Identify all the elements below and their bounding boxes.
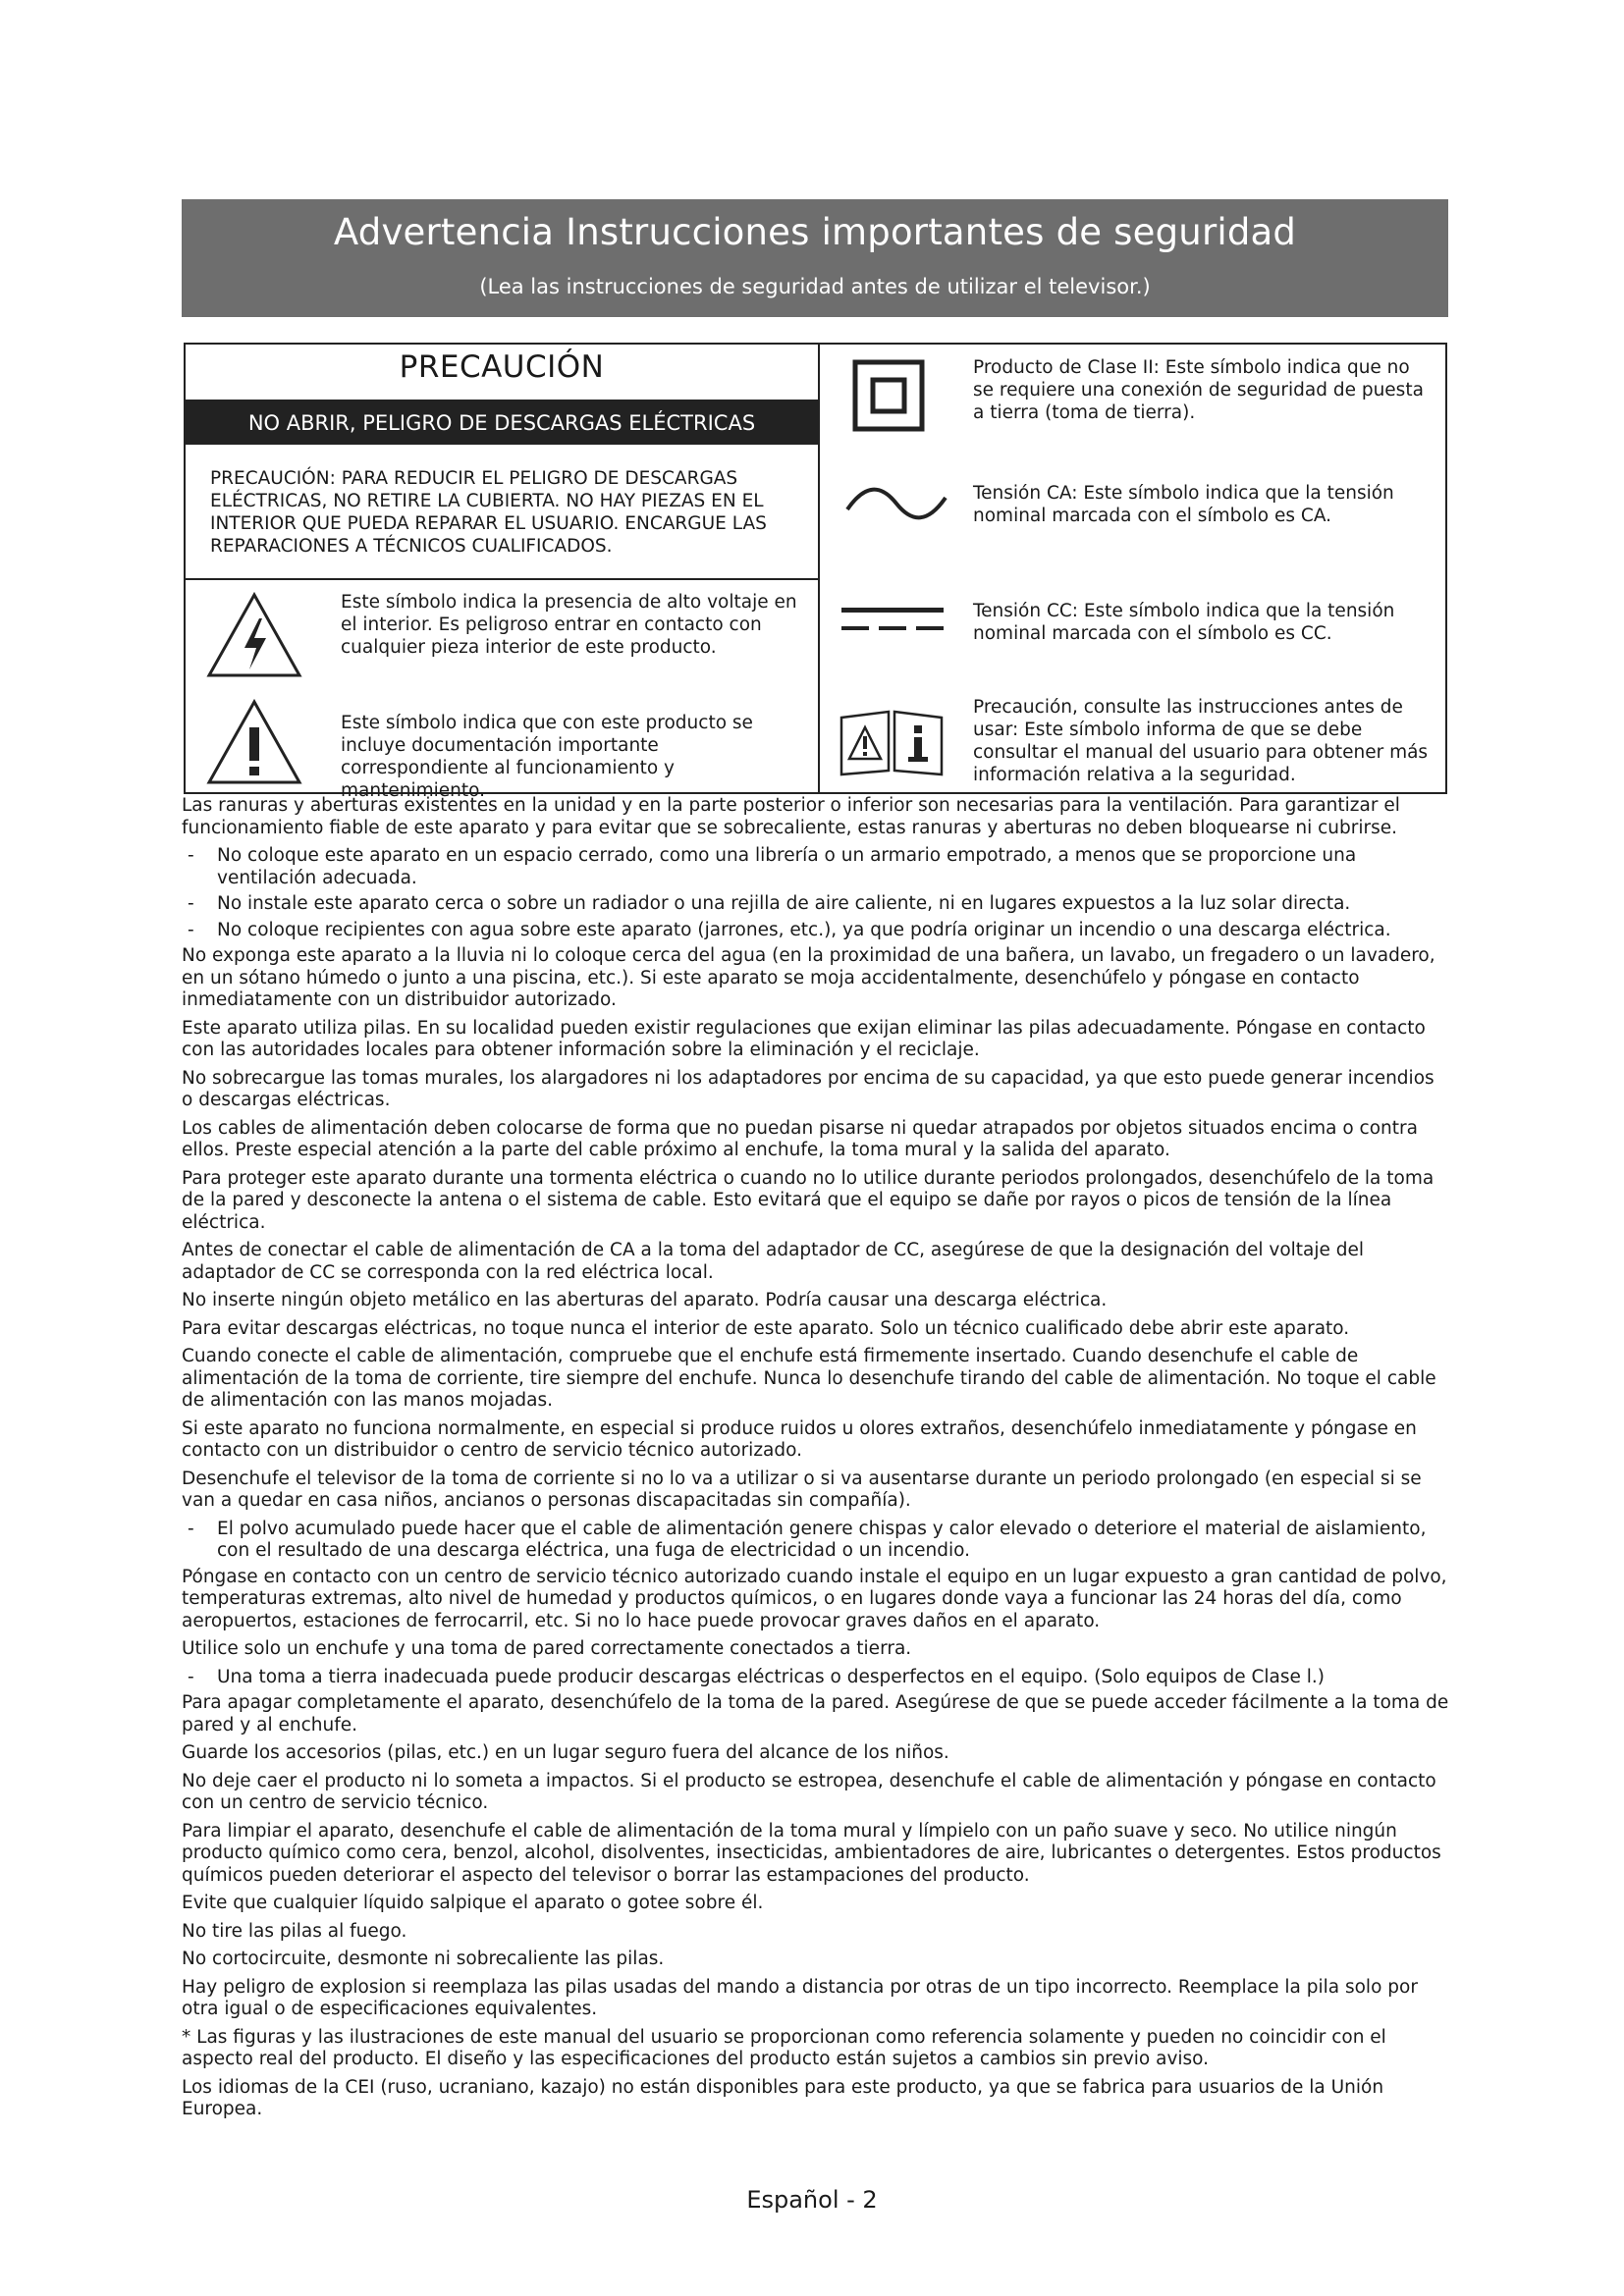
exclamation-warning-icon: [205, 698, 303, 786]
ac-text: Tensión CA: Este símbolo indica que la tensión nominal marcada con el símbolo es CA.: [973, 483, 1394, 526]
paragraph: No tire las pilas al fuego.: [182, 1920, 407, 1942]
paragraph: No exponga este aparato a la lluvia ni lo coloque cerca del agua (en la proximidad de una bañera, un lavabo, un fregadero o un lavadero, en un sótano húmedo o junto a una piscina, etc.). Si este aparato se moja accidentalmente, desenchúfelo y póngase en contacto inmediatamente con un distribuidor autorizado.: [182, 945, 1435, 1010]
paragraph: Hay peligro de explosion si reemplaza las pilas usadas del mando a distancia por otras de un tipo incorrecto. Reemplace la pila solo por otra igual o de especificaciones equivalentes.: [182, 1976, 1418, 2019]
paragraph: Este aparato utiliza pilas. En su localidad pueden existir regulaciones que exijan eliminar las pilas adecuadamente. Póngase en contacto con las autoridades locales para obtener información sobre la eliminación y el reciclaje.: [182, 1017, 1426, 1060]
page-subtitle: (Lea las instrucciones de seguridad antes de utilizar el televisor.): [479, 275, 1151, 298]
paragraph: Si este aparato no funciona normalmente, en especial si produce ruidos u olores extraños, desenchúfelo inmediatamente y póngase en contacto con un distribuidor o centro de servicio técnico autorizado.: [182, 1417, 1417, 1461]
manual-text: Precaución, consulte las instrucciones antes de usar: Este símbolo informa de que se debe consultar el manual del usuario para obtener más información relativa a la seguridad.: [973, 697, 1429, 785]
paragraph: * Las figuras y las ilustraciones de este manual del usuario se proporcionan como referencia solamente y pueden no coincidir con el aspecto real del producto. El diseño y las especificaciones del producto están sujetos a cambios sin previo aviso.: [182, 2026, 1386, 2069]
documentation-symbol-text: Este símbolo indica que con este producto se incluye documentación importante correspondiente al funcionamiento y mantenimiento.: [341, 713, 753, 801]
high-voltage-warning-icon: [205, 591, 303, 679]
paragraph: Para limpiar el aparato, desenchufe el cable de alimentación de la toma mural y límpielo con un paño suave y seco. No utilice ningún producto químico como cera, benzol, alcohol, disolventes, insecticidas, ambientadores de aire, lubricantes o detergentes. Estos productos químicos pueden deteriorar el aspecto del televisor o borrar las estampaciones del producto.: [182, 1820, 1441, 1886]
symbols-column: [820, 345, 1445, 792]
header-banner: [182, 199, 1448, 317]
paragraph: Los idiomas de la CEI (ruso, ucraniano, kazajo) no están disponibles para este producto, ya que se fabrica para usuarios de la Unión Europea.: [182, 2076, 1384, 2119]
divider: [186, 578, 818, 580]
ac-row: [820, 472, 1445, 541]
list-item: - No coloque recipientes con agua sobre este aparato (jarrones, etc.), ya que podría originar un incendio o una descarga eléctrica.: [188, 919, 1391, 940]
ac-wave-icon: [838, 474, 936, 537]
caution-text: PRECAUCIÓN: PARA REDUCIR EL PELIGRO DE DESCARGAS ELÉCTRICAS, NO RETIRE LA CUBIERTA. NO HAY PIEZAS EN EL INTERIOR QUE PUEDA REPARAR EL USUARIO. ENCARGUE LAS REPARACIONES A TÉCNICOS CUALIFICADOS.: [210, 468, 767, 557]
list-item: - No instale este aparato cerca o sobre un radiador o una rejilla de aire caliente, ni en lugares expuestos a la luz solar directa.: [188, 893, 1351, 914]
paragraph: Para evitar descargas eléctricas, no toque nunca el interior de este aparato. Solo un técnico cualificado debe abrir este aparato.: [182, 1317, 1350, 1339]
paragraph: Póngase en contacto con un centro de servicio técnico autorizado cuando instale el equipo en un lugar expuesto a gran cantidad de polvo, temperaturas extremas, alto nivel de humedad y productos químicos, o en lugares donde vaya a funcionar las 24 horas del día, como aeropuertos, estaciones de ferrocarril, etc. Si no lo hace puede provocar graves daños en el aparato.: [182, 1566, 1447, 1631]
consult-manual-icon: [838, 708, 936, 780]
paragraph: Para proteger este aparato durante una tormenta eléctrica o cuando no lo utilice durante periodos prolongados, desenchúfelo de la toma de la pared y desconecte la antena o el sistema de cable. Esto evitará que el equipo se dañe por rayos o picos de tensión de la línea eléctrica.: [182, 1167, 1435, 1233]
list-item: - No coloque este aparato en un espacio cerrado, como una librería o un armario empotrado, a menos que se proporcione una ventilación adecuada.: [188, 845, 1357, 888]
paragraph: Las ranuras y aberturas existentes en la unidad y en la parte posterior o inferior son necesarias para la ventilación. Para garantizar el funcionamiento fiable de este aparato y para evitar que se sobrecaliente, estas ranuras y aberturas no deben bloquearse ni cubrirse.: [182, 795, 1400, 838]
dc-text: Tensión CC: Este símbolo indica que la tensión nominal marcada con el símbolo es CC.: [973, 601, 1395, 644]
documentation-symbol-row: [186, 698, 818, 801]
safety-instructions: [182, 795, 1450, 2127]
caution-bar: NO ABRIR, PELIGRO DE DESCARGAS ELÉCTRICAS: [186, 400, 818, 445]
paragraph: Utilice solo un enchufe y una toma de pared correctamente conectados a tierra.: [182, 1638, 912, 1659]
class2-text: Producto de Clase II: Este símbolo indica que no se requiere una conexión de seguridad de puesta a tierra (toma de tierra).: [973, 357, 1424, 423]
list-item: - Una toma a tierra inadecuada puede producir descargas eléctricas o desperfectos en el equipo. (Solo equipos de Clase l.): [188, 1666, 1326, 1687]
paragraph: No cortocircuite, desmonte ni sobrecaliente las pilas.: [182, 1949, 665, 1969]
paragraph: Guarde los accesorios (pilas, etc.) en un lugar seguro fuera del alcance de los niños.: [182, 1742, 949, 1763]
paragraph: Para apagar completamente el aparato, desenchúfelo de la toma de la pared. Asegúrese de que se puede acceder fácilmente a la toma de pared y al enchufe.: [182, 1692, 1449, 1735]
paragraph: Desenchufe el televisor de la toma de corriente si no lo va a utilizar o si va ausentarse durante un periodo prolongado (en especial si se van a quedar en casa niños, ancianos o personas discapacitadas sin compañía).: [182, 1468, 1422, 1511]
class2-row: [820, 352, 1445, 446]
paragraph: Cuando conecte el cable de alimentación, compruebe que el enchufe está firmemente insertado. Cuando desenchufe el cable de alimentación de la toma de corriente, tire siempre del enchufe. Nunca lo desenchufe tirando del cable de alimentación. No toque el cable de alimentación con las manos mojadas.: [182, 1346, 1436, 1411]
dc-lines-icon: [838, 602, 936, 645]
dc-row: [820, 592, 1445, 661]
page-number: Español - 2: [746, 2186, 878, 2214]
page-title: Advertencia Instrucciones importantes de seguridad: [333, 211, 1297, 253]
paragraph: No deje caer el producto ni lo someta a impactos. Si el producto se estropea, desenchufe el cable de alimentación y póngase en contacto con un centro de servicio técnico.: [182, 1770, 1436, 1813]
safety-symbols-table: [184, 343, 1447, 801]
manual-row: [820, 696, 1445, 794]
caution-title: PRECAUCIÓN: [399, 349, 605, 385]
paragraph: Evite que cualquier líquido salpique el aparato o gotee sobre él.: [182, 1893, 764, 1913]
paragraph: Los cables de alimentación deben colocarse de forma que no puedan pisarse ni quedar atrapados por objetos situados encima o contra ellos. Preste especial atención a la parte del cable próximo al enchufe, la toma mural y la salida del aparato.: [182, 1117, 1418, 1160]
voltage-symbol-text: Este símbolo indica la presencia de alto voltaje en el interior. Es peligroso entrar en contacto con cualquier pieza interior de este producto.: [341, 592, 797, 658]
list-item: - El polvo acumulado puede hacer que el cable de alimentación genere chispas y calor elevado o deteriore el material de aislamiento, con el resultado de una descarga eléctrica, una fuga de electricidad o un incendio.: [188, 1518, 1427, 1561]
paragraph: No sobrecargue las tomas murales, los alargadores ni los adaptadores por encima de su capacidad, ya que esto puede generar incendios o descargas eléctricas.: [182, 1067, 1435, 1110]
voltage-symbol-row: [186, 585, 818, 693]
class-ii-double-square-icon: [838, 358, 936, 441]
caution-column: [186, 345, 820, 801]
paragraph: No inserte ningún objeto metálico en las aberturas del aparato. Podría causar una descarga eléctrica.: [182, 1290, 1108, 1310]
paragraph: Antes de conectar el cable de alimentación de CA a la toma del adaptador de CC, asegúrese de que la designación del voltaje del adaptador de CC se corresponda con la red eléctrica local.: [182, 1240, 1365, 1283]
